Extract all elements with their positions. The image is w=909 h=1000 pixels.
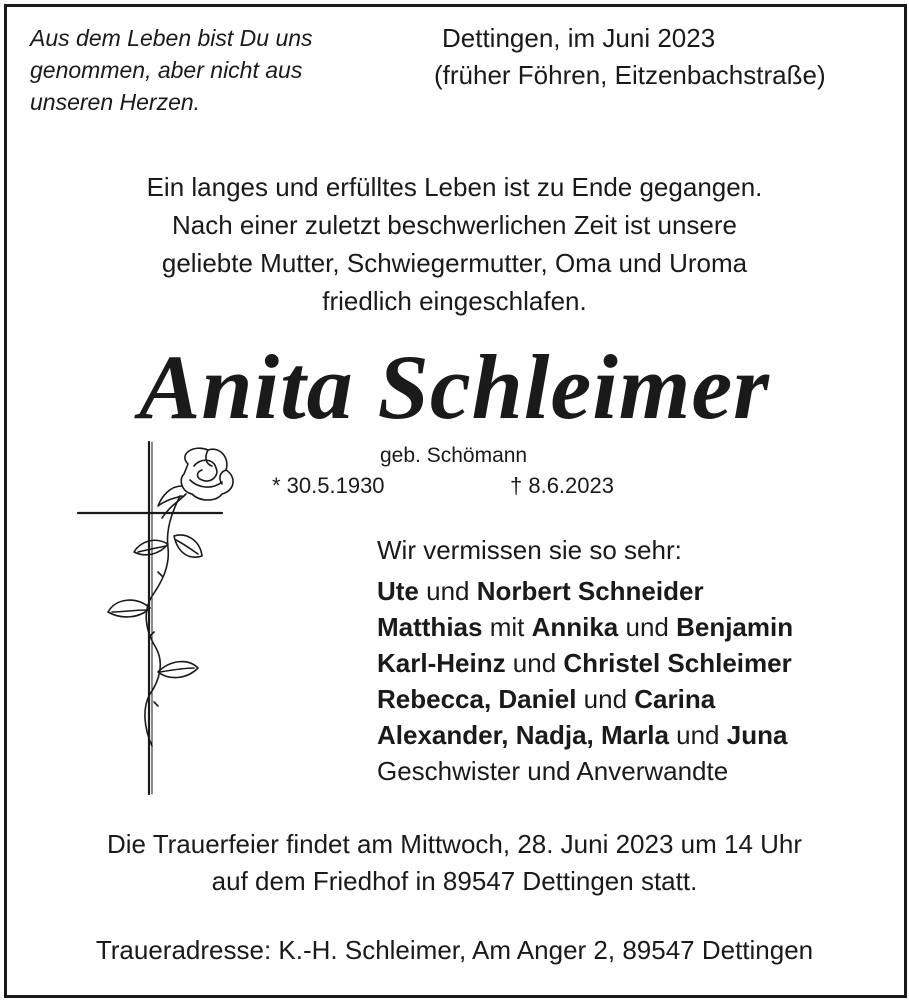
motto-line: genommen, aber nicht aus [30, 57, 303, 83]
mourner-name: Karl-Heinz [377, 648, 506, 678]
mourner-name: Matthias [377, 612, 483, 642]
intro-line: geliebte Mutter, Schwiegermutter, Oma und Uroma [161, 248, 748, 278]
place-and-date [434, 20, 894, 94]
death-date: † 8.6.2023 [510, 473, 614, 498]
connector-word: und [505, 648, 564, 678]
mourner-row [377, 645, 897, 681]
intro-text [0, 168, 909, 320]
mourner-row [377, 573, 897, 609]
maiden-name: geb. Schömann [380, 444, 528, 467]
mourner-name: Carina [634, 684, 716, 714]
cross-with-rose-icon [70, 436, 250, 796]
mourner-name: Juna [726, 720, 788, 750]
mourners-list [377, 532, 897, 789]
funeral-notice [0, 826, 909, 900]
motto-line: Aus dem Leben bist Du uns [30, 25, 313, 51]
mourner-row [377, 681, 897, 717]
motto-line: unseren Herzen. [30, 89, 201, 115]
connector-word: und [618, 612, 677, 642]
mourner-row [377, 609, 897, 645]
mourner-row [377, 717, 897, 753]
connector-word: mit [482, 612, 532, 642]
mourner-name: Ute [377, 576, 419, 606]
birth-date: * 30.5.1930 [272, 473, 385, 498]
mourners-closing: Geschwister und Anverwandte [377, 756, 729, 786]
mourner-name: Benjamin [676, 612, 794, 642]
motto-quote [30, 22, 410, 118]
intro-line: friedlich eingeschlafen. [322, 286, 587, 316]
mourner-name: Alexander, Nadja, Marla [377, 720, 669, 750]
mourner-name: Annika [531, 612, 619, 642]
connector-word: und [576, 684, 635, 714]
mourner-name: Christel Schleimer [563, 648, 792, 678]
former-address-line: (früher Föhren, Eitzenbachstraße) [434, 60, 826, 90]
mourners-intro: Wir vermissen sie so sehr: [377, 535, 682, 565]
mourner-name: Rebecca, Daniel [377, 684, 577, 714]
funeral-notice-line: auf dem Friedhof in 89547 Dettingen statt. [211, 866, 698, 896]
intro-line: Nach einer zuletzt beschwerlichen Zeit ist unsere [171, 210, 738, 240]
connector-word: und [668, 720, 727, 750]
funeral-notice-line: Die Trauerfeier findet am Mittwoch, 28. Juni 2023 um 14 Uhr [106, 829, 803, 859]
connector-word: und [418, 576, 477, 606]
intro-line: Ein langes und erfülltes Leben ist zu Ende gegangen. [146, 172, 763, 202]
mourner-name: Norbert Schneider [476, 576, 704, 606]
deceased-name: Anita Schleimer [139, 336, 770, 438]
condolence-address: Traueradresse: K.-H. Schleimer, Am Anger 2, 89547 Dettingen [95, 935, 814, 965]
place-date-line: Dettingen, im Juni 2023 [442, 23, 716, 53]
